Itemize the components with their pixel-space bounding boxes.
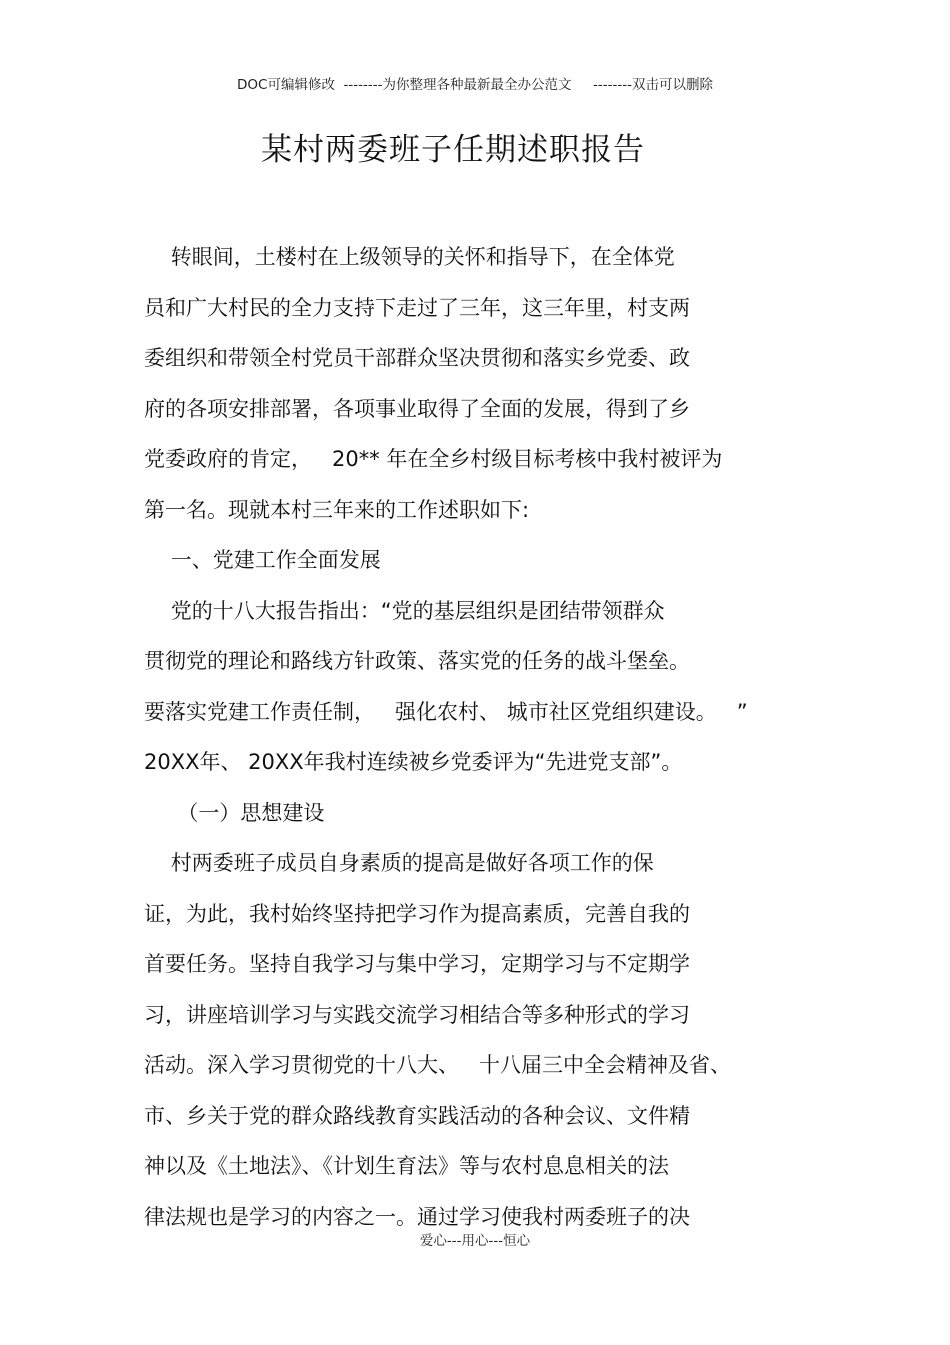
body-line: 律法规也是学习的内容之一。通过学习使我村两委班子的决 <box>144 1204 690 1229</box>
body-line: 党委政府的肯定， 20** 年在全乡村级目标考核中我村被评为 <box>144 447 723 471</box>
body-line: 证，为此，我村始终坚持把学习作为提高素质，完善自我的 <box>144 901 690 926</box>
body-line: 第一名。现就本村三年来的工作述职如下: <box>144 497 530 522</box>
body-line: 活动。深入学习贯彻党的十八大、 十八届三中全会精神及省、 <box>144 1053 732 1077</box>
body-line: 党的十八大报告指出：“党的基层组织是团结带领群众 <box>144 598 665 623</box>
body-line: 府的各项安排部署，各项事业取得了全面的发展，得到了乡 <box>144 396 690 421</box>
body-line: 习，讲座培训学习与实践交流学习相结合等多种形式的学习 <box>144 1002 690 1027</box>
body-line: 委组织和带领全村党员干部群众坚决贯彻和落实乡党委、政 <box>144 346 690 370</box>
body-line: 员和广大村民的全力支持下走过了三年，这三年里，村支两 <box>144 295 690 320</box>
page-footer: 爱心---用心---恒心 <box>419 1233 531 1249</box>
body-line: 贯彻党的理论和路线方针政策、落实党的任务的战斗堡垒。 <box>144 649 690 673</box>
document-body <box>144 240 844 1250</box>
body-line: 村两委班子成员自身素质的提高是做好各项工作的保 <box>144 851 654 875</box>
body-line: 20XX年、 20XX年我村连续被乡党委评为“先进党支部”。 <box>144 750 683 774</box>
body-line: 首要任务。坚持自我学习与集中学习，定期学习与不定期学 <box>144 952 690 976</box>
subsection-heading: （一）思想建设 <box>144 800 325 825</box>
page-header: DOC可编辑修改 --------为你整理各种最新最全办公范文 --------双击可以删除 <box>237 77 713 93</box>
section-heading: 一、党建工作全面发展 <box>144 548 381 572</box>
body-line: 要落实党建工作责任制， 强化农村、 城市社区党组织建设。 ” <box>144 699 748 724</box>
body-line: 转眼间，土楼村在上级领导的关怀和指导下，在全体党 <box>144 245 675 269</box>
document-title: 某村两委班子任期述职报告 <box>261 132 645 168</box>
body-line: 市、乡关于党的群众路线教育实践活动的各种会议、文件精 <box>144 1103 690 1128</box>
body-line: 神以及《土地法》、《计划生育法》等与农村息息相关的法 <box>144 1154 669 1178</box>
